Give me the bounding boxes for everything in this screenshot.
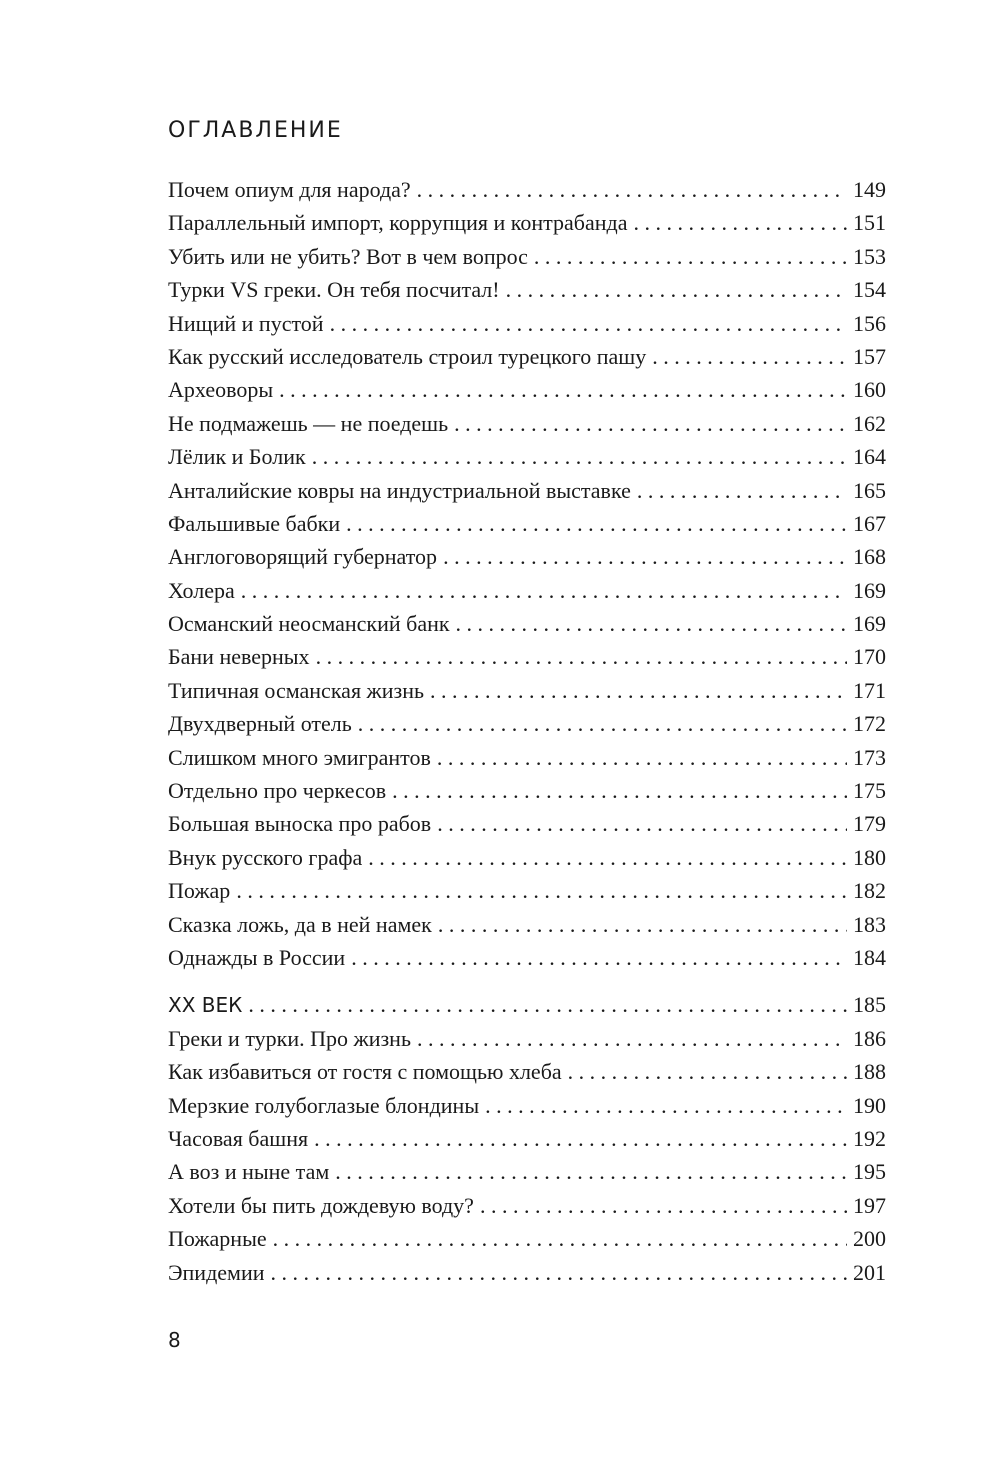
entry-title: Внук русского графа [168, 844, 363, 870]
toc-entry[interactable] [168, 507, 886, 540]
entry-title: Большая выноска про рабов [168, 811, 432, 837]
entry-title: Фальшивые бабки [168, 510, 341, 536]
entry-title: Пожарные [168, 1226, 267, 1252]
entry-title: А воз и ныне там [168, 1159, 330, 1185]
table-of-contents [168, 173, 886, 1289]
dot-leader [417, 173, 847, 206]
toc-entry[interactable] [168, 941, 886, 974]
part-page-number: 185 [853, 992, 886, 1018]
toc-entry[interactable] [168, 1189, 886, 1222]
dot-leader [241, 574, 847, 607]
entry-page-number: 165 [853, 477, 886, 503]
dot-leader [443, 540, 847, 573]
entry-page-number: 201 [853, 1259, 886, 1285]
dot-leader [358, 707, 847, 740]
entry-page-number: 182 [853, 878, 886, 904]
entry-page-number: 157 [853, 343, 886, 369]
toc-entry[interactable] [168, 1155, 886, 1188]
dot-leader [248, 988, 847, 1021]
entry-page-number: 162 [853, 410, 886, 436]
entry-page-number: 167 [853, 510, 886, 536]
dot-leader [392, 774, 847, 807]
toc-entry[interactable] [168, 1055, 886, 1088]
entry-page-number: 169 [853, 577, 886, 603]
toc-entry[interactable] [168, 1256, 886, 1289]
entry-page-number: 168 [853, 544, 886, 570]
dot-leader [279, 373, 847, 406]
entry-page-number: 184 [853, 944, 886, 970]
entry-title: Османский неосманский банк [168, 611, 450, 637]
toc-entry[interactable] [168, 807, 886, 840]
toc-entry[interactable] [168, 440, 886, 473]
entry-title: Лёлик и Болик [168, 444, 306, 470]
entry-page-number: 149 [853, 177, 886, 202]
entry-title: Отдельно про черкесов [168, 778, 387, 804]
entry-page-number: 154 [853, 277, 886, 303]
entry-page-number: 180 [853, 844, 886, 870]
entry-title: Хотели бы пить дождевую воду? [168, 1192, 474, 1218]
entry-page-number: 183 [853, 911, 886, 937]
toc-entry[interactable] [168, 607, 886, 640]
entry-title: Холера [168, 577, 235, 603]
dot-leader [437, 741, 847, 774]
entry-page-number: 173 [853, 744, 886, 770]
toc-entry[interactable] [168, 841, 886, 874]
entry-page-number: 170 [853, 644, 886, 670]
entry-title: Пожар [168, 878, 231, 904]
entry-page-number: 179 [853, 811, 886, 837]
page-number-footer: 8 [168, 1328, 181, 1352]
dot-leader [568, 1055, 847, 1088]
toc-entry[interactable] [168, 474, 886, 507]
entry-title: Эпидемии [168, 1259, 265, 1285]
entry-page-number: 160 [853, 377, 886, 403]
part-title: XX ВЕК [168, 993, 243, 1018]
entry-title: Двухдверный отель [168, 711, 352, 737]
toc-section-1 [168, 173, 886, 974]
toc-entry[interactable] [168, 574, 886, 607]
dot-leader [316, 640, 847, 673]
entry-page-number: 172 [853, 711, 886, 737]
dot-leader [534, 240, 847, 273]
toc-entry[interactable] [168, 707, 886, 740]
entry-page-number: 171 [853, 677, 886, 703]
entry-title: Нищий и пустой [168, 310, 324, 336]
entry-page-number: 197 [853, 1192, 886, 1218]
dot-leader [314, 1122, 847, 1155]
entry-title: Часовая башня [168, 1125, 309, 1151]
toc-entry[interactable] [168, 206, 886, 239]
dot-leader [480, 1189, 847, 1222]
entry-title: Типичная османская жизнь [168, 677, 425, 703]
entry-title: Сказка ложь, да в ней намек [168, 911, 432, 937]
toc-entry[interactable] [168, 273, 886, 306]
toc-entry[interactable] [168, 741, 886, 774]
toc-entry[interactable] [168, 340, 886, 373]
dot-leader [430, 674, 847, 707]
dot-leader [438, 908, 847, 941]
entry-title: Англоговорящий губернатор [168, 544, 438, 570]
entry-page-number: 164 [853, 444, 886, 470]
entry-page-number: 186 [853, 1025, 886, 1051]
toc-entry[interactable] [168, 407, 886, 440]
dot-leader [312, 440, 847, 473]
toc-entry[interactable] [168, 774, 886, 807]
dot-leader [454, 407, 847, 440]
dot-leader [330, 307, 847, 340]
entry-title: Мерзкие голубоглазые блондины [168, 1092, 480, 1118]
dot-leader [456, 607, 847, 640]
toc-entry[interactable] [168, 1122, 886, 1155]
toc-part-heading[interactable] [168, 988, 886, 1021]
entry-page-number: 175 [853, 778, 886, 804]
entry-title: Почем опиум для народа? [168, 177, 411, 202]
entry-page-number: 190 [853, 1092, 886, 1118]
dot-leader [637, 474, 847, 507]
toc-entry[interactable] [168, 540, 886, 573]
toc-entry[interactable] [168, 674, 886, 707]
entry-title: Слишком много эмигрантов [168, 744, 431, 770]
entry-title: Анталийские ковры на индустриальной выставке [168, 477, 631, 503]
toc-entry[interactable] [168, 307, 886, 340]
toc-entry[interactable] [168, 1222, 886, 1255]
toc-entry[interactable] [168, 1089, 886, 1122]
entry-page-number: 151 [853, 210, 886, 236]
toc-entry[interactable] [168, 373, 886, 406]
dot-leader [335, 1155, 847, 1188]
toc-entry[interactable] [168, 1022, 886, 1055]
entry-page-number: 169 [853, 611, 886, 637]
entry-title: Турки VS греки. Он тебя посчитал! [168, 277, 500, 303]
entry-page-number: 153 [853, 243, 886, 269]
dot-leader [417, 1022, 847, 1055]
entry-title: Параллельный импорт, коррупция и контрабанда [168, 210, 628, 236]
entry-title: Археоворы [168, 377, 274, 403]
dot-leader [506, 273, 847, 306]
entry-title: Как русский исследователь строил турецкого пашу [168, 343, 647, 369]
dot-leader [273, 1222, 847, 1255]
page-title: ОГЛАВЛЕНИЕ [168, 118, 343, 143]
dot-leader [351, 941, 847, 974]
toc-entry[interactable] [168, 908, 886, 941]
dot-leader [236, 874, 847, 907]
toc-entry[interactable] [168, 173, 886, 206]
entry-page-number: 195 [853, 1159, 886, 1185]
toc-entry[interactable] [168, 874, 886, 907]
toc-entry[interactable] [168, 240, 886, 273]
toc-section-20th-century [168, 988, 886, 1289]
entry-page-number: 192 [853, 1125, 886, 1151]
entry-page-number: 200 [853, 1226, 886, 1252]
dot-leader [485, 1089, 847, 1122]
dot-leader [368, 841, 847, 874]
dot-leader [437, 807, 847, 840]
entry-title: Как избавиться от гостя с помощью хлеба [168, 1059, 562, 1085]
entry-page-number: 156 [853, 310, 886, 336]
dot-leader [652, 340, 847, 373]
entry-title: Бани неверных [168, 644, 310, 670]
dot-leader [634, 206, 848, 239]
entry-page-number: 188 [853, 1059, 886, 1085]
entry-title: Греки и турки. Про жизнь [168, 1025, 411, 1051]
entry-title: Убить или не убить? Вот в чем вопрос [168, 243, 528, 269]
entry-title: Не подмажешь — не поедешь [168, 410, 449, 436]
dot-leader [346, 507, 847, 540]
toc-entry[interactable] [168, 640, 886, 673]
dot-leader [271, 1256, 848, 1289]
entry-title: Однажды в России [168, 944, 346, 970]
